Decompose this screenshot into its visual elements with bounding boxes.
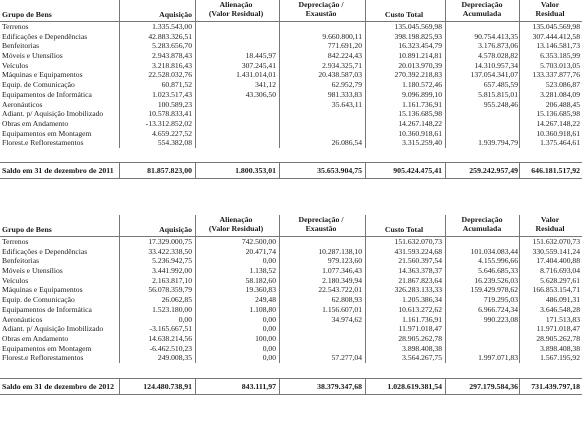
row-cell: 57.277,04 [331, 353, 362, 363]
row-cell: 1.108,80 [249, 304, 276, 314]
header-accumulated: Depreciação Acumulada [461, 215, 503, 233]
row-cell: -3.165.667,51 [149, 324, 192, 334]
row-cell: 10.613.272,62 [398, 304, 442, 314]
row-cell: 4.155.996,66 [478, 256, 518, 266]
row-label: Adiant. p/ Aquisição Imobilizado [2, 109, 104, 119]
row-cell: 9.660.800,11 [322, 31, 362, 41]
row-label: Máquinas e Equipamentos [2, 70, 83, 80]
table-header [0, 0, 582, 22]
row-cell: 16.239.526,03 [474, 275, 518, 285]
row-cell: 554.382,08 [157, 138, 192, 148]
table-header [0, 215, 582, 237]
row-cell: 10.891.214,81 [398, 51, 442, 61]
rule-line [0, 378, 582, 379]
table-row [0, 266, 582, 276]
row-cell: 486.091,31 [545, 295, 580, 305]
row-cell: 990.223,08 [483, 314, 518, 324]
row-cell: 28.905.262,78 [398, 333, 442, 343]
total-row: Saldo em 31 de dezembro de 2012 124.480.738,91 843.111,97 38.379.347,68 1.028.619.381,54 297.179.584,36 731.439.797,18 [0, 380, 582, 394]
row-label: Adiant. p/ Aquisição Imobilizado [2, 324, 104, 334]
header-residual: Valor Residual [535, 215, 565, 233]
table-row [0, 247, 582, 257]
row-cell: -13.312.852,02 [145, 118, 192, 128]
column-divider [119, 162, 120, 178]
row-cell: 719.295,03 [483, 295, 518, 305]
row-cell: 3.176.873,06 [478, 41, 518, 51]
row-cell: 28.905.262,78 [536, 333, 580, 343]
row-cell: 771.691,20 [327, 41, 362, 51]
row-cell: 0,00 [262, 314, 276, 324]
table-row [0, 334, 582, 344]
row-cell: 4.578.028,82 [478, 51, 518, 61]
table-row [0, 276, 582, 286]
row-cell: 5.815.815,01 [478, 89, 518, 99]
column-divider [445, 0, 446, 148]
column-divider [279, 215, 280, 363]
table-row [0, 344, 582, 354]
row-cell: 90.754.413,35 [474, 31, 518, 41]
rule-line [0, 178, 582, 179]
table-row [0, 22, 582, 32]
row-cell: 270.392.218,83 [394, 70, 442, 80]
row-cell: 742.500,00 [241, 237, 276, 246]
row-cell: 60.871,52 [161, 80, 192, 90]
row-cell: 6.353.185,99 [540, 51, 580, 61]
row-cell: 14.267.148,22 [398, 118, 442, 128]
row-cell: 341,12 [255, 80, 276, 90]
table-row [0, 315, 582, 325]
row-label: Terrenos [2, 237, 29, 246]
row-cell: 0,00 [262, 324, 276, 334]
column-divider [445, 215, 446, 363]
header-alienation: Alienação (Valor Residual) [208, 215, 264, 233]
row-cell: 15.136.685,98 [398, 109, 442, 119]
row-label: Aeronáuticos [2, 314, 43, 324]
row-cell: 34.974,62 [331, 314, 362, 324]
header-acquisition: Aquisição [159, 10, 192, 19]
table-row [0, 138, 582, 148]
row-label: Edificações e Dependências [2, 246, 88, 256]
rule-line [0, 162, 582, 163]
column-divider [195, 215, 196, 363]
row-cell: 101.034.083,44 [470, 246, 518, 256]
row-cell: 1.161.736,91 [402, 314, 442, 324]
row-label: Veículos [2, 60, 29, 70]
table-body [0, 22, 582, 148]
table-row [0, 353, 582, 363]
table-2012 [0, 215, 582, 394]
row-cell: 1.161.736,91 [402, 99, 442, 109]
row-label: Terrenos [2, 22, 29, 31]
table-row [0, 119, 582, 129]
row-cell: 657.485,59 [483, 80, 518, 90]
column-divider [279, 162, 280, 178]
row-cell: 21.560.397,54 [398, 256, 442, 266]
header-acquisition: Aquisição [159, 225, 192, 234]
row-label: Edificações e Dependências [2, 31, 88, 41]
row-cell: 981.333,83 [327, 89, 362, 99]
row-cell: 330.559.141,24 [532, 246, 580, 256]
table-row [0, 100, 582, 110]
row-cell: 13.146.581,73 [536, 41, 580, 51]
row-cell: 35.643,11 [331, 99, 362, 109]
row-cell: 100,00 [255, 333, 276, 343]
row-cell: 1.939.794,79 [478, 138, 518, 148]
row-cell: 3.898.408,38 [540, 343, 580, 353]
row-cell: 21.867.823,64 [398, 275, 442, 285]
row-cell: 1.023.517,43 [152, 89, 192, 99]
table-row [0, 129, 582, 139]
table-row [0, 285, 582, 295]
row-cell: 5.703.013,05 [540, 60, 580, 70]
row-cell: 1.180.572,46 [402, 80, 442, 90]
total-row: Saldo em 31 de dezembro de 2011 81.857.823,00 1.800.353,01 35.653.904,75 905.424.475,41 259.242.957,49 646.181.517,92 [0, 164, 582, 178]
row-cell: 3.441.992,00 [152, 266, 192, 276]
rule-line [0, 394, 582, 395]
row-cell: 56.078.359,79 [148, 285, 192, 295]
row-cell: 10.578.833,41 [148, 109, 192, 119]
table-2011 [0, 0, 582, 178]
table-row [0, 90, 582, 100]
row-label: Equipamentos de Informática [2, 304, 92, 314]
table-row [0, 237, 582, 247]
table-row [0, 80, 582, 90]
row-cell: 166.853.154,71 [532, 285, 580, 295]
row-cell: 14.638.214,56 [148, 333, 192, 343]
row-cell: 431.593.224,68 [394, 246, 442, 256]
table-row [0, 41, 582, 51]
column-divider [519, 0, 520, 148]
column-divider [519, 162, 520, 178]
header-alienation: Alienação (Valor Residual) [208, 0, 264, 18]
row-cell: 3.646.548,28 [540, 304, 580, 314]
row-cell: 10.360.918,61 [398, 128, 442, 138]
header-total-cost: Custo Total [384, 10, 424, 19]
row-cell: 9.096.899,10 [402, 89, 442, 99]
row-cell: 5.646.685,33 [478, 266, 518, 276]
row-cell: 43.306,50 [245, 89, 276, 99]
row-cell: 1.138,52 [249, 266, 276, 276]
row-cell: 2.934.325,71 [322, 60, 362, 70]
total-label: Saldo em 31 de dezembro de 2012 [2, 381, 115, 391]
row-cell: 33.422.338,50 [148, 246, 192, 256]
table-row [0, 324, 582, 334]
row-cell: 1.335.543,00 [152, 22, 192, 31]
column-divider [519, 215, 520, 363]
row-label: Obras em Andamento [2, 118, 69, 128]
row-cell: 135.045.569,98 [532, 22, 580, 31]
row-cell: 20.013.970,39 [398, 60, 442, 70]
row-cell: 11.971.018,47 [398, 324, 442, 334]
row-cell: 17.404.400,88 [536, 256, 580, 266]
table-row [0, 61, 582, 71]
row-label: Equipamentos em Montagem [2, 343, 92, 353]
row-cell: 3.898.408,38 [402, 343, 442, 353]
row-cell: 100.589,23 [157, 99, 192, 109]
row-cell: 14.310.957,34 [474, 60, 518, 70]
row-label: Equip. de Comunicação [2, 80, 75, 90]
row-label: Móveis e Utensílios [2, 51, 63, 61]
header-depreciation: Depreciação / Exaustão [298, 215, 344, 233]
row-cell: 5.628.297,61 [540, 275, 580, 285]
row-cell: 1.156.607,01 [322, 304, 362, 314]
row-cell: 26.086,54 [331, 138, 362, 148]
row-cell: 249.008,35 [157, 353, 192, 363]
row-cell: 16.323.454,79 [398, 41, 442, 51]
row-cell: 249,48 [255, 295, 276, 305]
row-label: Florest.e Reflorestamentos [2, 353, 84, 363]
row-cell: 1.077.346,43 [322, 266, 362, 276]
row-cell: 2.943.878,43 [152, 51, 192, 61]
row-cell: 151.632.070,73 [394, 237, 442, 246]
row-cell: 14.363.378,37 [398, 266, 442, 276]
row-cell: 20.438.587,03 [318, 70, 362, 80]
column-divider [445, 378, 446, 394]
row-cell: 0,00 [262, 256, 276, 266]
row-cell: 3.315.259,40 [402, 138, 442, 148]
row-label: Aeronáuticos [2, 99, 43, 109]
row-cell: 1.205.386,34 [402, 295, 442, 305]
row-cell: 42.883.326,51 [148, 31, 192, 41]
row-label: Equip. de Comunicação [2, 295, 75, 305]
column-divider [445, 162, 446, 178]
row-label: Veículos [2, 275, 29, 285]
table-row [0, 295, 582, 305]
row-label: Móveis e Utensílios [2, 266, 63, 276]
header-residual: Valor Residual [535, 0, 565, 18]
row-cell: 19.360,83 [245, 285, 276, 295]
row-cell: 18.445,97 [245, 51, 276, 61]
row-label: Florest.e Reflorestamentos [2, 138, 84, 148]
row-cell: 206.488,45 [545, 99, 580, 109]
row-cell: 3.218.816,43 [152, 60, 192, 70]
row-cell: 11.971.018,47 [536, 324, 580, 334]
row-cell: 1.997.071,83 [478, 353, 518, 363]
table-row [0, 51, 582, 61]
row-cell: 20.471,74 [245, 246, 276, 256]
row-cell: 4.659.227,52 [152, 128, 192, 138]
column-divider [119, 378, 120, 394]
column-divider [195, 0, 196, 148]
row-cell: 326.283.133,33 [394, 285, 442, 295]
row-cell: 523.086,87 [545, 80, 580, 90]
row-cell: 10.287.138,10 [318, 246, 362, 256]
column-divider [519, 378, 520, 394]
row-cell: 307.444.412,58 [532, 31, 580, 41]
header-group: Grupo de Bens [2, 225, 52, 234]
row-cell: 14.267.148,22 [536, 118, 580, 128]
row-cell: 133.337.877,76 [532, 70, 580, 80]
column-divider [365, 215, 366, 363]
row-cell: 0,00 [178, 314, 192, 324]
column-divider [195, 162, 196, 178]
column-divider [279, 378, 280, 394]
row-cell: 171.513,83 [545, 314, 580, 324]
row-label: Equipamentos de Informática [2, 89, 92, 99]
column-divider [279, 0, 280, 148]
header-group: Grupo de Bens [2, 10, 52, 19]
row-cell: 0,00 [262, 353, 276, 363]
row-cell: 151.632.070,73 [532, 237, 580, 246]
header-depreciation: Depreciação / Exaustão [298, 0, 344, 18]
row-cell: 6.966.724,34 [478, 304, 518, 314]
row-cell: 1.523.180,00 [152, 304, 192, 314]
column-divider [119, 215, 120, 363]
row-cell: 17.329.000,75 [148, 237, 192, 246]
row-cell: 58.182,60 [245, 275, 276, 285]
row-cell: 62.952,79 [331, 80, 362, 90]
table-row [0, 305, 582, 315]
row-cell: 1.567.195,92 [540, 353, 580, 363]
row-cell: 5.283.656,70 [152, 41, 192, 51]
row-cell: 8.716.693,04 [540, 266, 580, 276]
header-accumulated: Depreciação Acumulada [461, 0, 503, 18]
row-cell: 3.281.084,09 [540, 89, 580, 99]
rule-line [0, 236, 582, 237]
row-cell: 398.198.825,93 [394, 31, 442, 41]
row-cell: 1.431.014,01 [236, 70, 276, 80]
table-body [0, 237, 582, 363]
row-label: Benfeitorias [2, 41, 40, 51]
total-label: Saldo em 31 de dezembro de 2011 [2, 165, 114, 175]
row-cell: -6.462.510,23 [149, 343, 192, 353]
row-label: Benfeitorias [2, 256, 40, 266]
row-cell: 2.163.817,10 [152, 275, 192, 285]
row-cell: 3.564.267,75 [402, 353, 442, 363]
row-cell: 842.224,43 [327, 51, 362, 61]
row-cell: 22.528.032,76 [148, 70, 192, 80]
row-cell: 0,00 [262, 343, 276, 353]
row-cell: 26.062,85 [161, 295, 192, 305]
table-row [0, 256, 582, 266]
row-cell: 1.375.464,61 [540, 138, 580, 148]
table-row [0, 70, 582, 80]
row-cell: 137.054.341,07 [470, 70, 518, 80]
row-cell: 22.543.722,01 [318, 285, 362, 295]
row-cell: 159.429.978,62 [470, 285, 518, 295]
row-cell: 135.045.569,98 [394, 22, 442, 31]
row-cell: 15.136.685,98 [536, 109, 580, 119]
row-cell: 955.248,46 [483, 99, 518, 109]
column-divider [119, 0, 120, 148]
table-row [0, 109, 582, 119]
row-label: Obras em Andamento [2, 333, 69, 343]
table-row [0, 32, 582, 42]
header-total-cost: Custo Total [384, 225, 424, 234]
row-label: Máquinas e Equipamentos [2, 285, 83, 295]
row-cell: 62.808,93 [331, 295, 362, 305]
row-cell: 5.236.942,75 [152, 256, 192, 266]
row-cell: 2.180.349,94 [322, 275, 362, 285]
column-divider [365, 162, 366, 178]
row-cell: 307.245,41 [241, 60, 276, 70]
row-label: Equipamentos em Montagem [2, 128, 92, 138]
column-divider [365, 378, 366, 394]
row-cell: 979.123,60 [327, 256, 362, 266]
row-cell: 10.360.918,61 [536, 128, 580, 138]
column-divider [195, 378, 196, 394]
column-divider [365, 0, 366, 148]
rule-line [0, 21, 582, 22]
